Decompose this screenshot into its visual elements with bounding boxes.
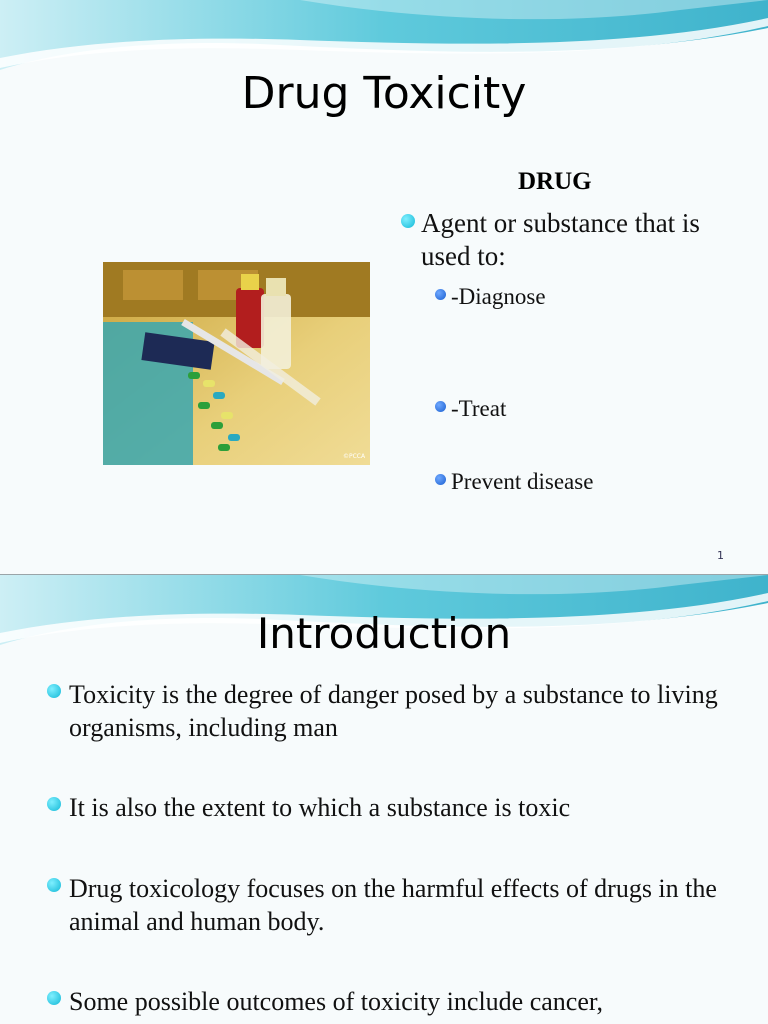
intro-bullet-3: Drug toxicology focuses on the harmful effects of drugs in the animal and human body.: [47, 872, 737, 938]
sub-bullet-diagnose: -Diagnose: [435, 283, 546, 310]
slide-2: [0, 575, 768, 1024]
photo-credit: ©PCCA: [343, 453, 366, 460]
sub-bullet-prevent: Prevent disease: [435, 468, 593, 495]
page-number: 1: [717, 549, 724, 562]
bullet-main: Agent or substance that is used to:: [401, 207, 731, 273]
intro-bullet-2: It is also the extent to which a substance is toxic: [47, 791, 737, 824]
bullet-dot-icon: [47, 991, 61, 1005]
bullet-dot-icon: [401, 214, 415, 228]
intro-bullet-1: Toxicity is the degree of danger posed by a substance to living organisms, including man: [47, 678, 737, 744]
drug-heading: DRUG: [518, 168, 592, 195]
slide-title: Drug Toxicity: [241, 68, 527, 119]
drug-photo: [103, 262, 370, 465]
sub-bullet-treat: -Treat: [435, 395, 506, 422]
bullet-dot-icon: [435, 289, 446, 300]
intro-bullet-4: Some possible outcomes of toxicity include cancer,: [47, 985, 737, 1018]
slide-title: Introduction: [256, 609, 512, 658]
bullet-dot-icon: [435, 401, 446, 412]
bullet-dot-icon: [435, 474, 446, 485]
bullet-dot-icon: [47, 878, 61, 892]
bullet-dot-icon: [47, 797, 61, 811]
bullet-dot-icon: [47, 684, 61, 698]
